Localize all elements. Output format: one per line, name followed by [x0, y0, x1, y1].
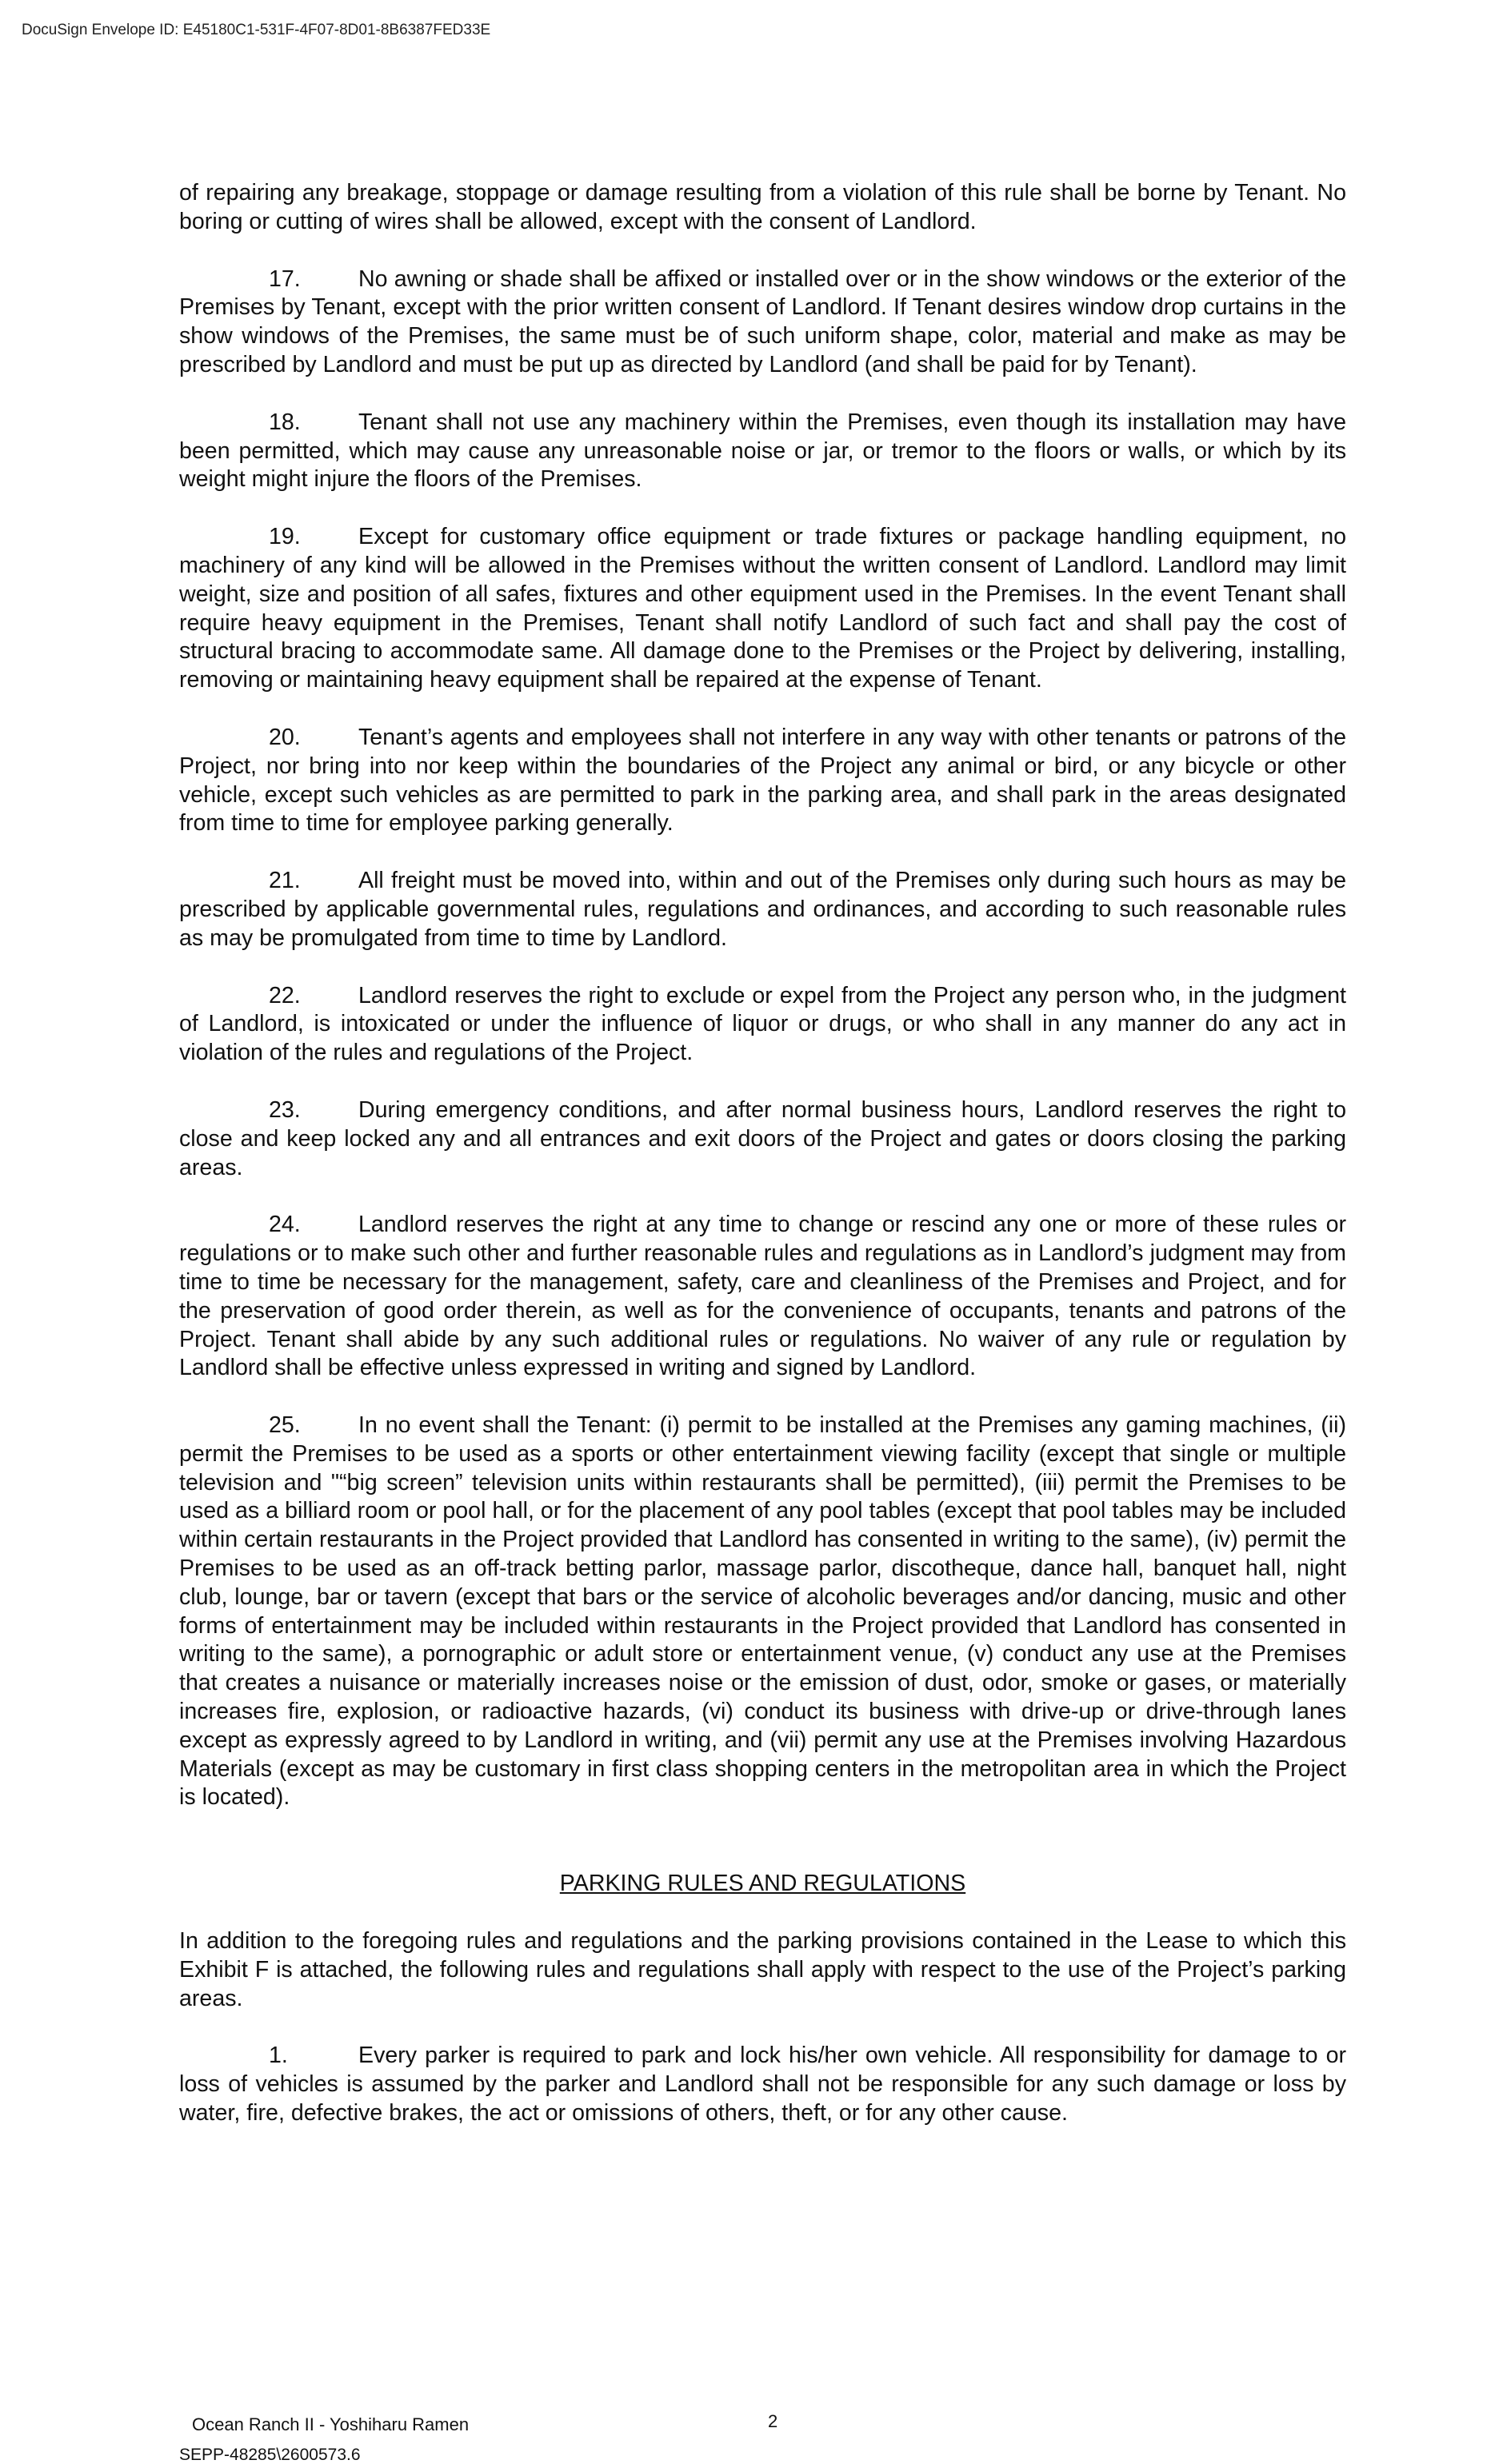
intro-paragraph: of repairing any breakage, stoppage or damage resulting from a violation of this rule shall be borne by Tenant. No boring or cutting of wires shall be allowed, except with the consent of Landlord.	[179, 180, 1346, 234]
parking-section-heading	[179, 1870, 1346, 1899]
rule-text: Landlord reserves the right at any time to change or rescind any one or more of these rules or regulations or to make such other and further reasonable rules and regulations as in Landlord’s judgment may from time to time be necessary for the management, safety, care and cleanliness of the Premises and Project, and for the preservation of good order therein, as well as for the convenience of occupants, tenants and patrons of the Project. Tenant shall abide by any such additional rules or regulations. No waiver of any rule or regulation by Landlord shall be effective unless expressed in writing and signed by Landlord.	[179, 1212, 1346, 1381]
page-number: 2	[768, 2411, 778, 2431]
rule-24	[179, 1211, 1346, 1383]
docusign-envelope-id: DocuSign Envelope ID: E45180C1-531F-4F07-8D01-8B6387FED33E	[22, 22, 491, 38]
rule-text: Except for customary office equipment or trade fixtures or package handling equipment, no machinery of any kind will be allowed in the Premises without the written consent of Landlord. Landlord may limit weight, size and position of all safes, fixtures and other equipment used in the Premises. In the event Tenant shall require heavy equipment in the Premises, Tenant shall notify Landlord of such fact and shall pay the cost of structural bracing to accommodate same. All damage done to the Premises or the Project by delivering, installing, removing or maintaining heavy equipment shall be repaired at the expense of Tenant.	[179, 524, 1346, 693]
rule-25	[179, 1412, 1346, 1812]
document-body	[179, 179, 1346, 2157]
rule-number: 22.	[269, 982, 301, 1008]
rule-text: No awning or shade shall be affixed or installed over or in the show windows or the exterior of the Premises by Tenant, except with the prior written consent of Landlord. If Tenant desires window drop curtains in the show windows of the Premises, the same must be of such uniform shape, color, material and make as may be prescribed by Landlord and must be put up as directed by Landlord (and shall be paid for by Tenant).	[179, 266, 1346, 377]
rule-text: Landlord reserves the right to exclude or expel from the Project any person who, in the judgment of Landlord, is intoxicated or under the influence of liquor or drugs, or who shall in any manner do any act in violation of the rules and regulations of the Project.	[179, 982, 1346, 1066]
footer-project-name: Ocean Ranch II - Yoshiharu Ramen	[192, 2414, 470, 2434]
rule-number: 19.	[269, 524, 301, 550]
rule-text: All freight must be moved into, within and out of the Premises only during such hours as may be prescribed by applicable governmental rules, regulations and ordinances, and according to such reasonable rules as may be promulgated from time to time by Landlord.	[179, 868, 1346, 951]
parking-heading-text: PARKING RULES AND REGULATIONS	[559, 1871, 966, 1897]
rule-number: 23.	[269, 1096, 301, 1123]
parking-rule-1	[179, 2042, 1346, 2127]
rule-19	[179, 523, 1346, 695]
rule-number: 18.	[269, 409, 301, 435]
rule-text: Tenant’s agents and employees shall not interfere in any way with other tenants or patrons of the Project, nor bring into nor keep within the boundaries of the Project any animal or bird, or any bicycle or other vehicle, except such vehicles as are permitted to park in the parking area, and shall park in the areas designated from time to time for employee parking generally.	[179, 724, 1346, 837]
rule-text: In no event shall the Tenant: (i) permit to be installed at the Premises any gaming machines, (ii) permit the Premises to be used as a sports or other entertainment viewing facility (except that single or multiple television and "“big screen” television units within restaurants shall be permitted), (iii) permit the Premises to be used as a billiard room or pool hall, or for the placement of any pool tables (except that pool tables may be included within certain restaurants in the Project provided that Landlord has consented in writing to the same), (iv) permit the Premises to be used as an off-track betting parlor, massage parlor, discotheque, dance hall, banquet hall, night club, lounge, bar or tavern (except that bars or the service of alcoholic beverages and/or dancing, music and other forms of entertainment may be included within restaurants in the Project provided that Landlord has consented in writing to the same), a pornographic or adult store or entertainment venue, (v) conduct any use at the Premises that creates a nuisance or materially increases noise or the emission of dust, odor, smoke or gases, or materially increases fire, explosion, or radioactive hazards, (vi) conduct its business with drive-up or drive-through lanes except as expressly agreed to by Landlord in writing, and (vii) permit any use at the Premises involving Hazardous Materials (except as may be customary in first class shopping centers in the metropolitan area in which the Project is located).	[179, 1412, 1346, 1811]
rule-number: 21.	[269, 868, 301, 894]
parking-intro-paragraph: In addition to the foregoing rules and regulations and the parking provisions contained in the Lease to which this Exhibit F is attached, the following rules and regulations shall apply with respect to the use of the Project’s parking areas.	[179, 1928, 1346, 2011]
rule-20	[179, 724, 1346, 838]
rule-23	[179, 1096, 1346, 1182]
rule-18	[179, 409, 1346, 494]
rule-22	[179, 982, 1346, 1068]
rule-number: 25.	[269, 1412, 301, 1439]
rule-21	[179, 867, 1346, 952]
rule-17	[179, 266, 1346, 380]
rule-text: Every parker is required to park and lock his/her own vehicle. All responsibility for damage to or loss of vehicles is assumed by the parker and Landlord shall not be responsible for any such damage or loss by water, fire, defective brakes, the act or omissions of others, theft, or for any other cause.	[179, 2043, 1346, 2127]
rule-text: During emergency conditions, and after normal business hours, Landlord reserves the right to close and keep locked any and all entrances and exit doors of the Project and gates or doors closing the parking areas.	[179, 1096, 1346, 1180]
rule-number: 20.	[269, 724, 301, 750]
rule-text: Tenant shall not use any machinery within the Premises, even though its installation may have been permitted, which may cause any unreasonable noise or jar, or tremor to the floors or walls, or which by its weight might injure the floors of the Premises.	[179, 409, 1346, 493]
rule-number: 24.	[269, 1212, 301, 1238]
rule-number: 17.	[269, 266, 301, 292]
rule-number: 1.	[269, 2043, 288, 2069]
